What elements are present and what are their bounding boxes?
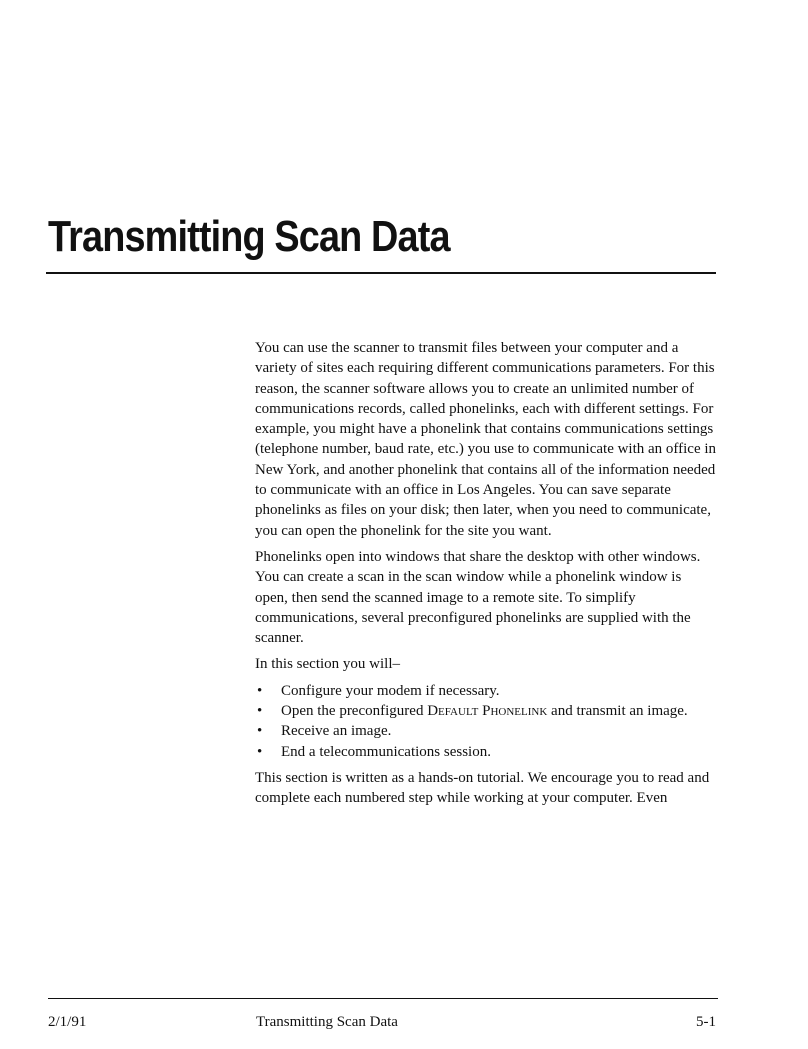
footer-date: 2/1/91 — [48, 1014, 87, 1030]
body-text — [255, 338, 717, 815]
list-item — [255, 701, 717, 721]
paragraph-phonelinks: Phonelinks open into windows that share the desktop with other windows. You can create a scan in the scan window while a phonelink window is open, then send the scanned image to a remote site. To simplify communications, several preconfigured phonelinks are supplied with the scanner. — [255, 548, 701, 647]
bullet-icon: • — [257, 703, 263, 720]
paragraph-closing: This section is written as a hands-on tutorial. We encourage you to read and complete each numbered step while working at your computer. Even — [255, 769, 710, 807]
footer-page-number: 5-1 — [696, 1014, 716, 1030]
bullet-icon: • — [257, 682, 263, 699]
default-phonelink-name: Default Phonelink — [427, 703, 548, 720]
page-title: Transmitting Scan Data — [48, 212, 450, 261]
paragraph-section-intro: In this section you will– — [255, 656, 400, 673]
bullet-icon: • — [257, 743, 263, 760]
paragraph-intro: You can use the scanner to transmit files between your computer and a variety of sites each requiring different communications parameters. For this reason, the scanner software allows you to create an unlimited number of communications records, called phonelinks, each with different settings. For example, you might have a phonelink that contains communications settings (telephone number, baud rate, etc.) you use to communicate with an office in New York, and another phonelink that contains all of the information needed to communicate with an office in Los Angeles. You can save separate phonelinks as files on your disk; then later, when you need to communicate, you can open the phonelink for the site you want. — [255, 340, 717, 539]
list-item — [255, 742, 717, 762]
list-item-text-pre: Open the preconfigured — [281, 703, 428, 720]
objectives-list — [255, 681, 717, 762]
list-item — [255, 721, 717, 741]
list-item — [255, 681, 717, 701]
bullet-icon: • — [257, 723, 263, 740]
list-item-text: Configure your modem if necessary. — [281, 682, 500, 699]
list-item-text-post: and transmit an image. — [547, 703, 688, 720]
list-item-text: End a telecommunications session. — [281, 743, 491, 760]
footer-section-title: Transmitting Scan Data — [256, 1014, 398, 1030]
title-rule — [46, 272, 716, 274]
list-item-text: Receive an image. — [281, 723, 392, 740]
footer-rule — [48, 998, 718, 999]
